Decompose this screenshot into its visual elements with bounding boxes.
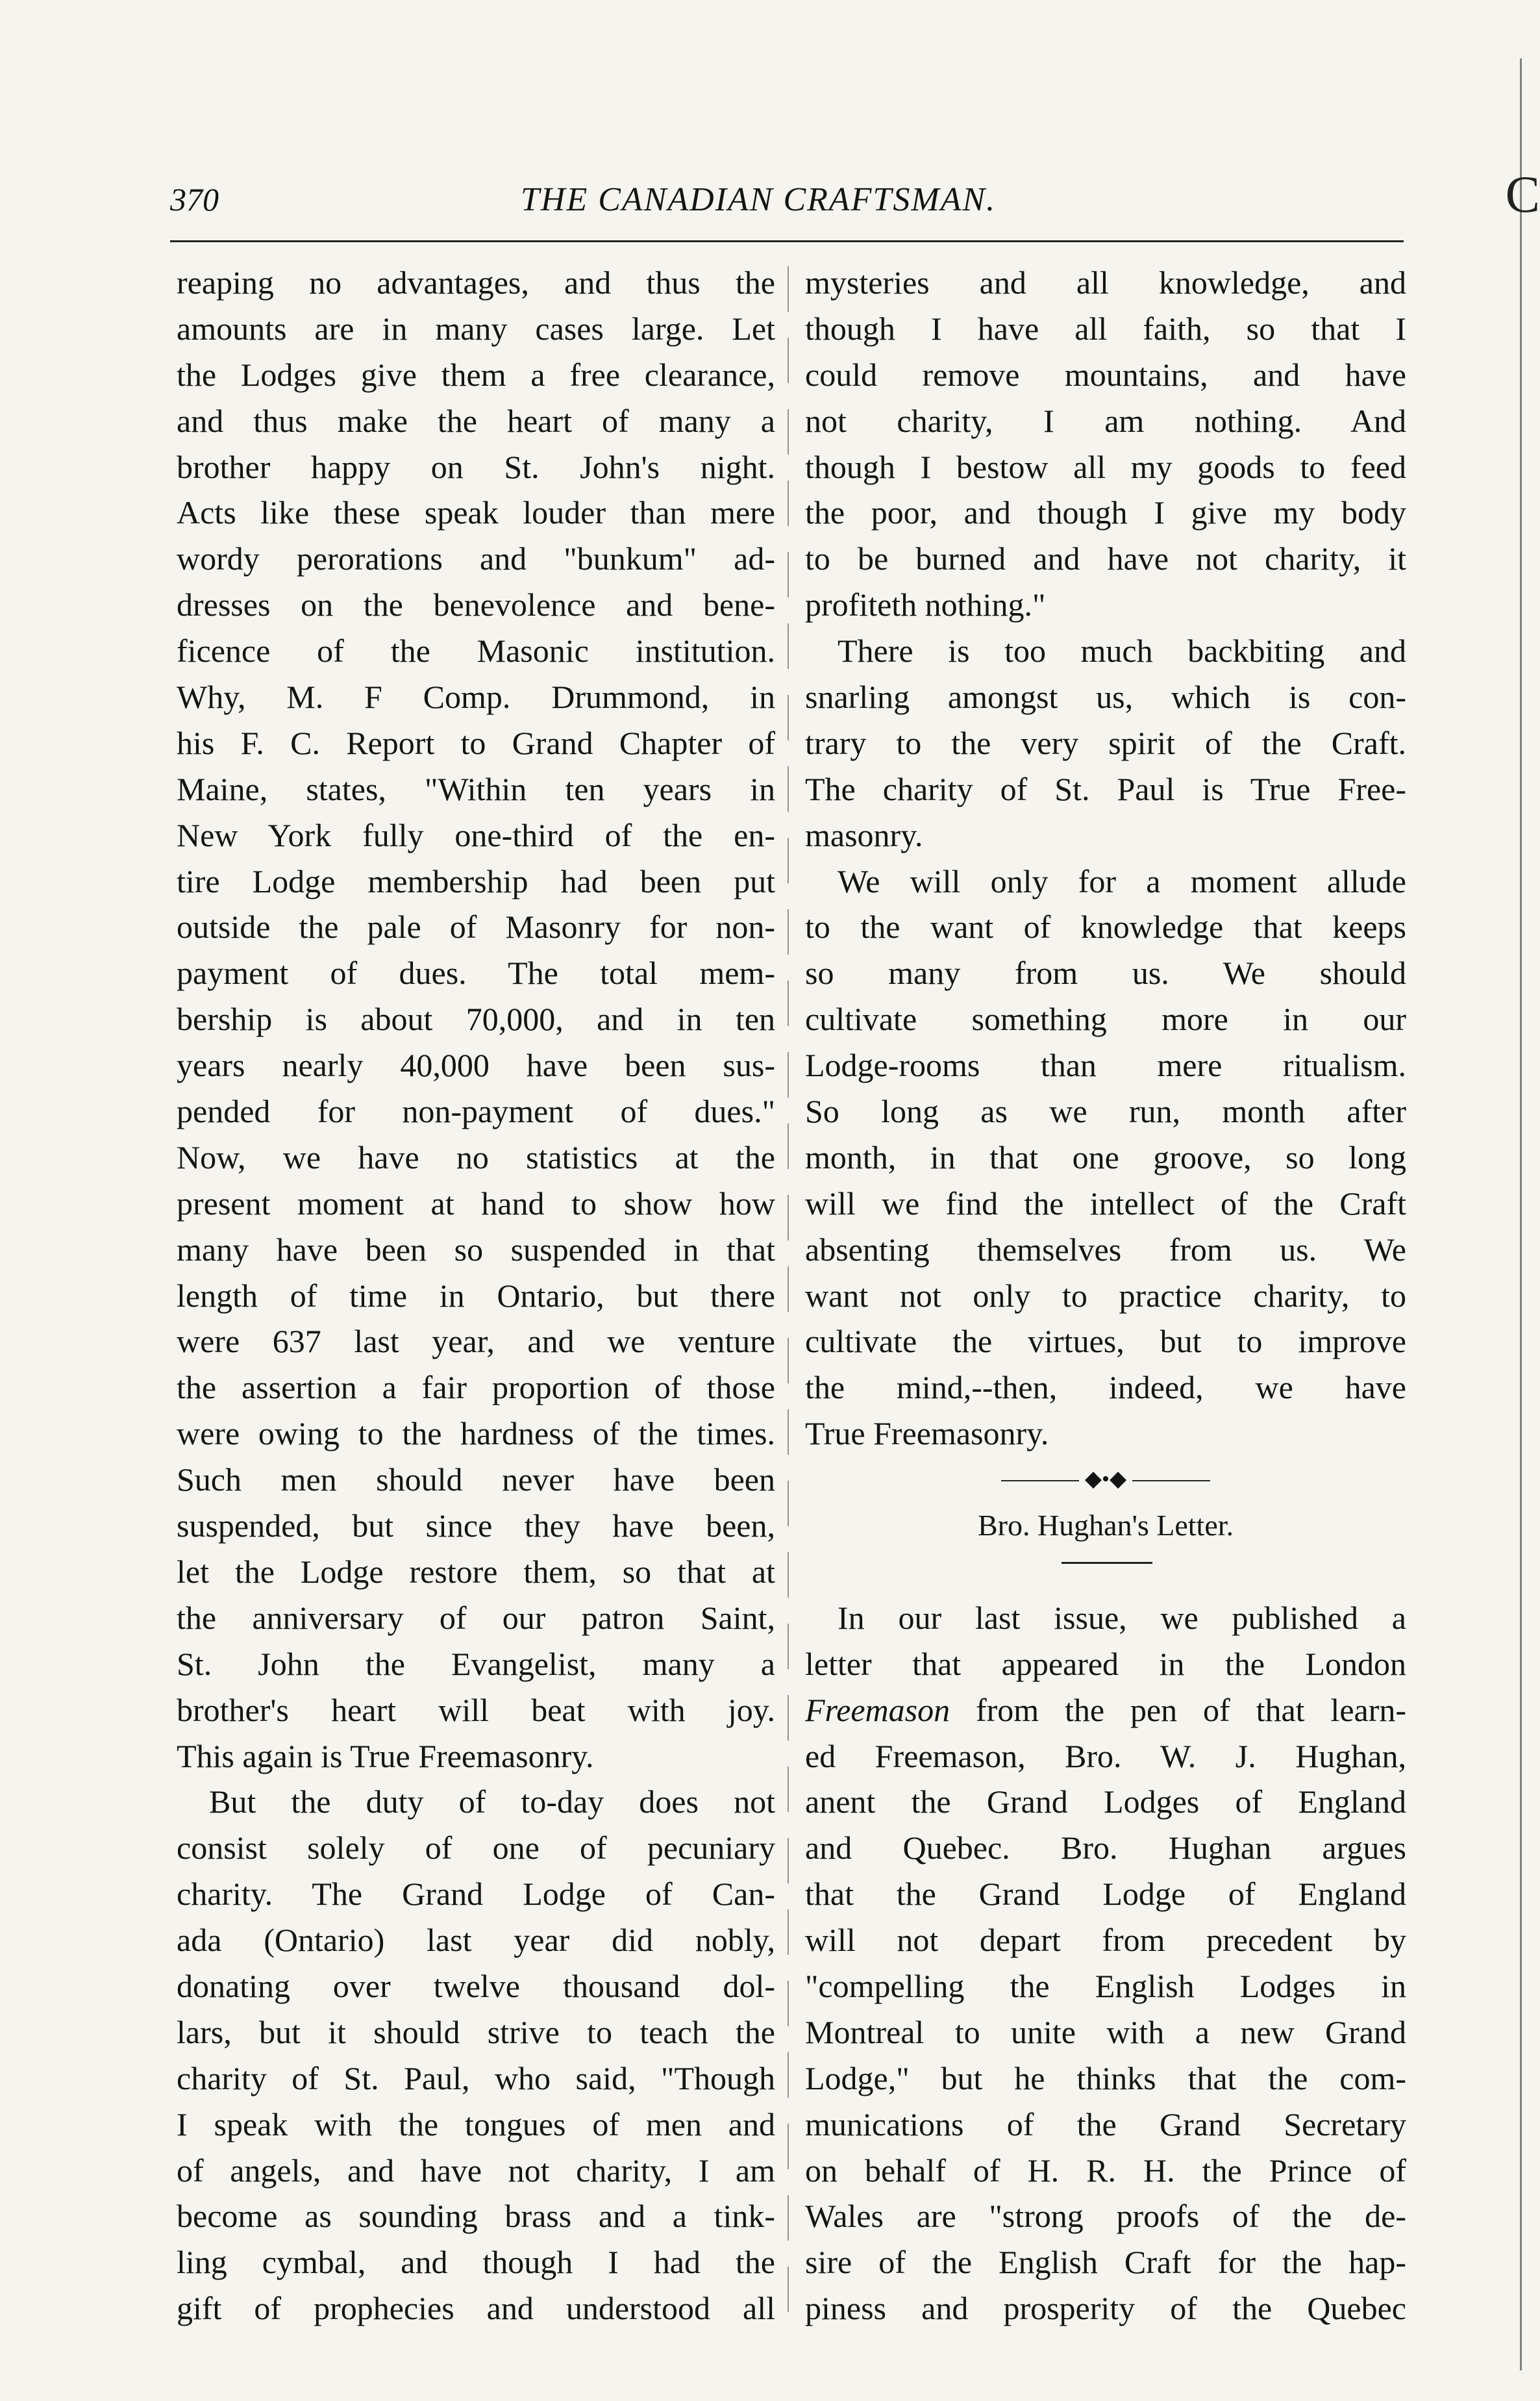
text-line: ada (Ontario) last year did nobly, [177, 1922, 775, 1959]
text-line: anent the Grand Lodges of England [805, 1783, 1406, 1820]
text-line: Acts like these speak louder than mere [177, 494, 775, 531]
text-line: suspended, but since they have been, [177, 1507, 775, 1544]
text-line: reaping no advantages, and thus the [177, 264, 775, 301]
text-line: month, in that one groove, so long [805, 1138, 1406, 1175]
text-line: So long as we run, month after [805, 1093, 1406, 1130]
text-line: ed Freemason, Bro. W. J. Hughan, [805, 1737, 1406, 1774]
text-line: were 637 last year, and we venture [177, 1323, 775, 1360]
text-line: will we find the intellect of the Craft [805, 1185, 1406, 1222]
heading-rule [805, 1549, 1406, 1595]
section-ornament [805, 1457, 1406, 1503]
text-line: so many from us. We should [805, 955, 1406, 992]
section-heading: Bro. Hughan's Letter. [977, 1509, 1234, 1542]
text-line: could remove mountains, and have [805, 356, 1406, 393]
text-line: snarling amongst us, which is con- [805, 679, 1406, 716]
text-line: wordy perorations and "bunkum" ad- [177, 540, 775, 577]
text-line: of angels, and have not charity, I am [177, 2152, 775, 2189]
text-line: to the want of knowledge that keeps [805, 909, 1406, 946]
text-line: his F. C. Report to Grand Chapter of [177, 724, 775, 761]
text-line: to be burned and have not charity, it [805, 540, 1406, 577]
text-line: the poor, and though I give my body [805, 494, 1406, 531]
text-line: ficence of the Masonic institution. [177, 633, 775, 670]
page-edge-mark [1520, 58, 1522, 2370]
text-line: masonry. [805, 816, 923, 853]
edge-glyph: C [1505, 166, 1540, 223]
text-line: charity. The Grand Lodge of Can- [177, 1876, 775, 1913]
text-line: not charity, I am nothing. And [805, 402, 1406, 439]
text-line: want not only to practice charity, to [805, 1277, 1406, 1314]
text-line: the Lodges give them a free clearance, [177, 356, 775, 393]
text-line: let the Lodge restore them, so that at [177, 1553, 775, 1590]
ornament-glyph: ◆•◆ [1084, 1467, 1127, 1492]
text-line: amounts are in many cases large. Let [177, 310, 775, 347]
text-line: lars, but it should strive to teach the [177, 2013, 775, 2050]
text-line: years nearly 40,000 have been sus- [177, 1047, 775, 1084]
ornament-rule-right [1132, 1480, 1210, 1481]
running-title: THE CANADIAN CRAFTSMAN. [521, 181, 997, 218]
paragraph-charity-quote [805, 260, 1406, 628]
text-line: Such men should never have been [177, 1461, 775, 1498]
text-line: on behalf of H. R. H. the Prince of [805, 2152, 1406, 2189]
text-line: Lodge-rooms than mere ritualism. [805, 1047, 1406, 1084]
text-line: bership is about 70,000, and in ten [177, 1001, 775, 1038]
paragraph-hughan-letter [805, 1595, 1406, 2332]
text-line: letter that appeared in the London [805, 1645, 1406, 1682]
text-line: that the Grand Lodge of England [805, 1876, 1406, 1913]
text-line: Lodge," but he thinks that the com- [805, 2059, 1406, 2096]
text-line: ling cymbal, and though I had the [177, 2244, 775, 2281]
text-line: though I have all faith, so that I [805, 310, 1406, 347]
text-line: brother happy on St. John's night. [177, 448, 775, 485]
text-line: Wales are "strong proofs of the de- [805, 2198, 1406, 2235]
text-line: pended for non-payment of dues." [177, 1093, 775, 1130]
column-divider [788, 266, 789, 2332]
text-line: the mind,--then, indeed, we have [805, 1369, 1406, 1406]
ornament-rule-left [1001, 1480, 1079, 1481]
text-line: charity of St. Paul, who said, "Though [177, 2059, 775, 2096]
header-rule [170, 240, 1404, 242]
text-line: consist solely of one of pecuniary [177, 1829, 775, 1867]
text-line: piness and prosperity of the Quebec [805, 2290, 1406, 2327]
text-line: There is too much backbiting and [838, 633, 1406, 670]
text-line: I speak with the tongues of men and [177, 2106, 775, 2143]
text-line: the anniversary of our patron Saint, [177, 1599, 775, 1636]
text-line: Montreal to unite with a new Grand [805, 2013, 1406, 2050]
page-header [170, 170, 1404, 229]
text-line: tire Lodge membership had been put [177, 862, 775, 899]
text-line: sire of the English Craft for the hap- [805, 2244, 1406, 2281]
text-line: "compelling the English Lodges in [805, 1967, 1406, 2004]
text-line: Why, M. F Comp. Drummond, in [177, 679, 775, 716]
text-line: St. John the Evangelist, many a [177, 1645, 775, 1682]
text-line: though I bestow all my goods to feed [805, 448, 1406, 485]
text-line: The charity of St. Paul is True Free- [805, 770, 1406, 807]
italic-title: Freemason [805, 1691, 950, 1728]
text-line: many have been so suspended in that [177, 1231, 775, 1268]
text-line: This again is True Freemasonry. [177, 1737, 594, 1774]
page-number: 370 [170, 181, 219, 218]
text-line: gift of prophecies and understood all [177, 2290, 775, 2327]
text-line: payment of dues. The total mem- [177, 955, 775, 992]
text-line: present moment at hand to show how [177, 1185, 775, 1222]
text-line: and Quebec. Bro. Hughan argues [805, 1829, 1406, 1867]
text-line: Maine, states, "Within ten years in [177, 770, 775, 807]
text-line: mysteries and all knowledge, and [805, 264, 1406, 301]
text-line: length of time in Ontario, but there [177, 1277, 775, 1314]
text-line: absenting themselves from us. We [805, 1231, 1406, 1268]
text-line: outside the pale of Masonry for non- [177, 909, 775, 946]
text-line: munications of the Grand Secretary [805, 2106, 1406, 2143]
text-line: dresses on the benevolence and bene- [177, 586, 775, 623]
paragraph-knowledge [805, 859, 1406, 1457]
paragraph-backbiting [805, 628, 1406, 858]
text-line: trary to the very spirit of the Craft. [805, 724, 1406, 761]
text-line: In our last issue, we published a [838, 1599, 1406, 1636]
paragraph-hughan-continued [805, 1733, 1406, 2332]
text-line: cultivate the virtues, but to improve [805, 1323, 1406, 1360]
text-line: and thus make the heart of many a [177, 402, 775, 439]
text-line: cultivate something more in our [805, 1001, 1406, 1038]
text-line: become as sounding brass and a tink- [177, 2198, 775, 2235]
text-line: New York fully one-third of the en- [177, 816, 775, 853]
text-line: But the duty of to-day does not [209, 1783, 775, 1820]
text-line: True Freemasonry. [805, 1415, 1049, 1452]
right-column [805, 260, 1406, 2332]
left-column [177, 260, 775, 2332]
text-line: We will only for a moment allude [838, 862, 1406, 899]
text-line: will not depart from precedent by [805, 1922, 1406, 1959]
text-fragment: from the pen of that learn- [950, 1691, 1406, 1728]
text-line: the assertion a fair proportion of those [177, 1369, 775, 1406]
text-line: brother's heart will beat with joy. [177, 1691, 775, 1728]
text-line: profiteth nothing." [805, 586, 1046, 623]
text-line [805, 1687, 1406, 1733]
text-line: Now, we have no statistics at the [177, 1138, 775, 1175]
text-line: donating over twelve thousand dol- [177, 1967, 775, 2004]
text-line: were owing to the hardness of the times. [177, 1415, 775, 1452]
